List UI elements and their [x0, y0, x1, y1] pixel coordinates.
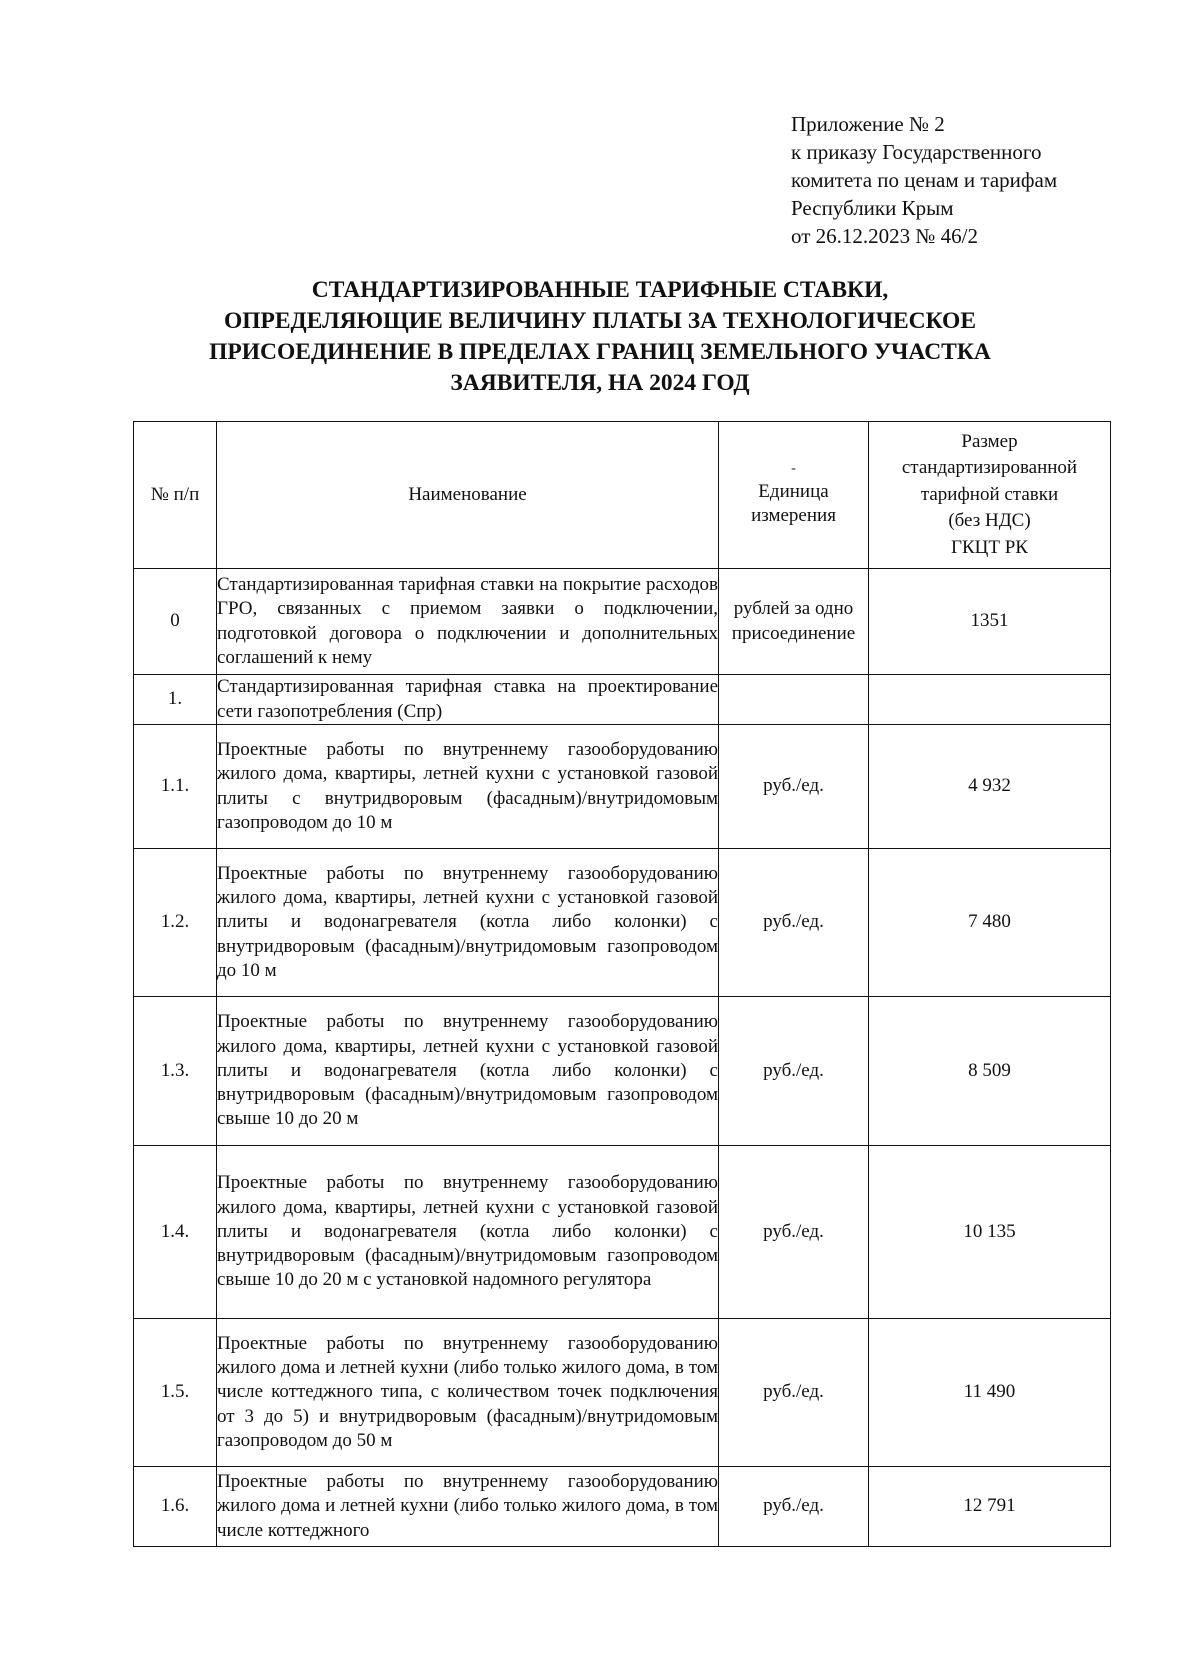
header-rate	[869, 422, 1111, 569]
row-unit: руб./ед.	[719, 1467, 869, 1547]
header-unit-label: Единица измерения	[751, 480, 836, 526]
row-name: Проектные работы по внутреннему газооборудованию жилого дома, квартиры, летней кухни с установкой газовой плиты и водонагревателя (котла либо колонки) с внутридворовым (фасадным)/внутридомовым газопроводом свыше 10 до 20 м	[217, 997, 719, 1146]
row-unit: рублей за одно присоединение	[719, 569, 869, 675]
row-unit: руб./ед.	[719, 997, 869, 1146]
appendix-line: от 26.12.2023 № 46/2	[791, 224, 979, 248]
appendix-line: Приложение № 2	[791, 112, 945, 136]
row-rate: 1351	[869, 569, 1111, 675]
table-row	[134, 849, 1111, 997]
appendix-reference	[791, 110, 1057, 250]
row-name: Стандартизированная тарифная ставки на покрытие расходов ГРО, связанных с приемом заявки о подключении, подготовкой договора о подключении и дополнительных соглашений к нему	[217, 569, 719, 675]
row-rate: 7 480	[869, 849, 1111, 997]
row-num: 0	[134, 569, 217, 675]
row-unit: руб./ед.	[719, 1146, 869, 1319]
header-rate-line: Размер	[961, 430, 1018, 452]
row-rate	[869, 675, 1111, 725]
row-name: Проектные работы по внутреннему газооборудованию жилого дома, квартиры, летней кухни с установкой газовой плиты с внутридворовым (фасадным)/внутридомовым газопроводом до 10 м	[217, 725, 719, 849]
appendix-line: к приказу Государственного	[791, 140, 1042, 164]
header-rate-line: ГКЦТ РК	[951, 536, 1028, 558]
header-name: Наименование	[217, 422, 719, 569]
title-line: ПРИСОЕДИНЕНИЕ В ПРЕДЕЛАХ ГРАНИЦ ЗЕМЕЛЬНОГО УЧАСТКА	[209, 339, 991, 365]
row-name: Проектные работы по внутреннему газооборудованию жилого дома, квартиры, летней кухни с установкой газовой плиты и водонагревателя (котла либо колонки) с внутридворовым (фасадным)/внутридомовым газопроводом до 10 м	[217, 849, 719, 997]
row-name: Проектные работы по внутреннему газооборудованию жилого дома, квартиры, летней кухни с установкой газовой плиты и водонагревателя (котла либо колонки) с внутридворовым (фасадным)/внутридомовым газопроводом свыше 10 до 20 м с установкой надомного регулятора	[217, 1146, 719, 1319]
header-num: № п/п	[134, 422, 217, 569]
row-num: 1.1.	[134, 725, 217, 849]
title-line: СТАНДАРТИЗИРОВАННЫЕ ТАРИФНЫЕ СТАВКИ,	[311, 277, 889, 303]
row-rate: 10 135	[869, 1146, 1111, 1319]
table-row	[134, 1319, 1111, 1467]
row-name: Проектные работы по внутреннему газооборудованию жилого дома и летней кухни (либо только жилого дома, в том числе коттеджного типа, с количеством точек подключения от 3 до 5) и внутридворовым (фасадным)/внутридомовым газопроводом до 50 м	[217, 1319, 719, 1467]
table-row	[134, 725, 1111, 849]
document-title	[0, 275, 1200, 399]
row-name: Проектные работы по внутреннему газооборудованию жилого дома и летней кухни (либо только жилого дома, в том числе коттеджного	[217, 1467, 719, 1547]
table-row	[134, 997, 1111, 1146]
row-num: 1.3.	[134, 997, 217, 1146]
table-row	[134, 569, 1111, 675]
tariff-rates-table	[133, 421, 1111, 1547]
header-rate-line: тарифной ставки	[920, 483, 1059, 505]
row-name: Стандартизированная тарифная ставка на проектирование сети газопотребления (Спр)	[217, 675, 719, 725]
appendix-line: Республики Крым	[791, 196, 954, 220]
row-num: 1.	[134, 675, 217, 725]
title-line: ОПРЕДЕЛЯЮЩИЕ ВЕЛИЧИНУ ПЛАТЫ ЗА ТЕХНОЛОГИЧЕСКОЕ	[223, 308, 977, 334]
table-row	[134, 675, 1111, 725]
header-unit-mark: -	[791, 460, 796, 476]
row-num: 1.4.	[134, 1146, 217, 1319]
row-unit: руб./ед.	[719, 1319, 869, 1467]
header-rate-line: стандартизированной	[901, 457, 1078, 479]
title-line: ЗАЯВИТЕЛЯ, НА 2024 ГОД	[450, 370, 750, 396]
appendix-line: комитета по ценам и тарифам	[791, 168, 1058, 192]
row-unit: руб./ед.	[719, 849, 869, 997]
row-num: 1.2.	[134, 849, 217, 997]
row-rate: 11 490	[869, 1319, 1111, 1467]
table-row	[134, 1467, 1111, 1547]
table-row	[134, 1146, 1111, 1319]
row-rate: 8 509	[869, 997, 1111, 1146]
row-unit	[719, 675, 869, 725]
row-num: 1.6.	[134, 1467, 217, 1547]
row-rate: 4 932	[869, 725, 1111, 849]
row-rate: 12 791	[869, 1467, 1111, 1547]
header-rate-line: (без НДС)	[948, 510, 1031, 532]
row-num: 1.5.	[134, 1319, 217, 1467]
row-unit: руб./ед.	[719, 725, 869, 849]
table-header-row	[134, 422, 1111, 569]
header-unit	[719, 422, 869, 569]
